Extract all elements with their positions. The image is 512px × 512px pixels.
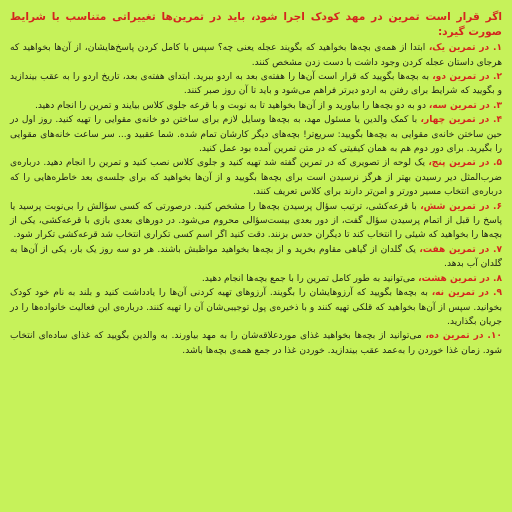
exercise-text: یک گلدان از گیاهی مقاوم بخرید و از بچه‌ها بخواهید مواظبش باشند. هر دو سه روز یک بار، یکی از آن‌ها به گلدان آب بدهد. (10, 244, 502, 270)
intro-heading: اگر قرار است تمرین در مهد کودک اجرا شود، باید در تمرین‌ها تغییراتی متناسب با شرایط صورت گیرد: (10, 11, 502, 38)
exercise-lead: ۳. در تمرین سه، (428, 100, 502, 111)
exercise-item-2 (10, 70, 502, 99)
exercise-text: به بچه‌ها بگویید که آرزوهایشان را بگویند. آرزوهای تهیه کردنی آن‌ها را یادداشت کنید و بلند به نام خود کودک بخوانید. سپس از آن‌ها بخواهید که قلکی تهیه کنند و با ذخیره‌ی پول توجیبی‌شان آن را تهیه کنند. درباره‌ی این فعالیت خانواده‌ها را در جریان بگذارید. (10, 288, 502, 327)
exercise-text: ابتدا از همه‌ی بچه‌ها بخواهید که بگویند عجله یعنی چه؟ سپس با کامل کردن پاسخ‌هایشان، از آن‌ها بخواهید که هرجای داستان عجله کردن وجود داشت با دست زدن مشخص کنند. (10, 43, 502, 68)
exercise-text: می‌توانید از بچه‌ها بخواهید غذای موردعلاقه‌شان را به مهد بیاورند. به والدین بگویید که غذای ساده‌ای انتخاب شود. زمان غذا خوردن را به‌عمد عقب بیندازید. خوردن غذا در جمع همه‌ی بچه‌ها باشد. (10, 331, 502, 356)
exercise-lead: ۱. در تمرین یک، (428, 43, 502, 54)
exercise-text: می‌توانید به طور کامل تمرین را با جمع بچه‌ها انجام دهید. (201, 273, 419, 284)
exercise-item-7 (10, 243, 502, 272)
exercise-item-10 (10, 329, 502, 358)
exercise-lead: ۶. در تمرین شش، (420, 201, 503, 212)
exercise-item-5 (10, 156, 502, 199)
exercise-text: با قرعه‌کشی، ترتیب سؤال پرسیدن بچه‌ها را مشخص کنید. درصورتی که کسی سؤالش را بی‌نوبت پرسید یا پاسخ را قبل از اتمام پرسیدن سؤال گفت، از دور بعدی بیست‌سؤالی محروم می‌شود. در دورهای بعدی بازی با قرعه‌کشی، یکی از بچه‌ها را بخواهید که شیئی را انتخاب کند تا دیگران حدس بزنند. دقت کنید اگر اسم کسی تکراری انتخاب شد قرعه‌کشی تکرار شود. (10, 201, 502, 241)
exercise-item-9 (10, 286, 502, 329)
exercise-lead: ۵. در تمرین پنج، (428, 158, 502, 169)
exercise-text: یک لوحه از تصویری که در تمرین گفته شد تهیه کنید و جلوی کلاس نصب کنید و تمرین را انجام دهید. درباره‌ی ضرب‌المثل دیر رسیدن بهتر از هرگز نرسیدن است برای بچه‌ها بگویید و از آن‌ها بخواهید که برای جلسه‌ی بعد خاطره‌هایی را که درباره‌ی انتخاب مسیر دورتر و امن‌تر دارند برای کلاس تعریف کنند. (10, 158, 502, 198)
exercise-text: به بچه‌ها بگویید که قرار است آن‌ها را هفته‌ی بعد به اردو ببرید. ابتدای هفته‌ی بعد، تاریخ اردو را به عقب بیندازید و بگویید که شرایط برای رفتن به اردو دیرتر فراهم می‌شود و باید تا آن روز صبر کنند. (10, 72, 502, 97)
exercise-item-4 (10, 113, 502, 156)
exercise-lead: ۱۰. در تمرین ده، (425, 331, 502, 342)
exercise-lead: ۸. در تمرین هشت، (418, 273, 502, 284)
exercise-text: با کمک والدین یا مسئول مهد، به بچه‌ها وسایل لازم برای ساختن دو خانه‌ی مقوایی را تهیه کنید. روز اول در حین ساختن خانه‌ی مقوایی به بچه‌ها بگویید: سریع‌تر! بچه‌های دیگر کارشان تمام شده. شما عقبید و... سر ساعت خانه‌های مقوایی را بگیرید. برای دور دوم هم به همان کیفیتی که در متن تمرین آمده بود عمل کنید. (10, 115, 502, 155)
exercise-item-6 (10, 200, 502, 243)
exercise-lead: ۷. در تمرین هفت، (419, 244, 502, 255)
exercise-lead: ۹. در تمرین نه، (431, 288, 502, 299)
exercise-item-1 (10, 41, 502, 70)
exercise-item-8 (10, 272, 502, 286)
exercise-text: دو به دو بچه‌ها را بیاورید و از آن‌ها بخواهید تا به نوبت و با قرعه جلوی کلاس بیایند و تمرین را انجام دهید. (35, 100, 429, 111)
exercise-lead: ۲. در تمرین دو، (432, 72, 502, 82)
exercise-item-3 (10, 99, 502, 113)
exercise-lead: ۴. در تمرین چهار، (420, 115, 502, 126)
